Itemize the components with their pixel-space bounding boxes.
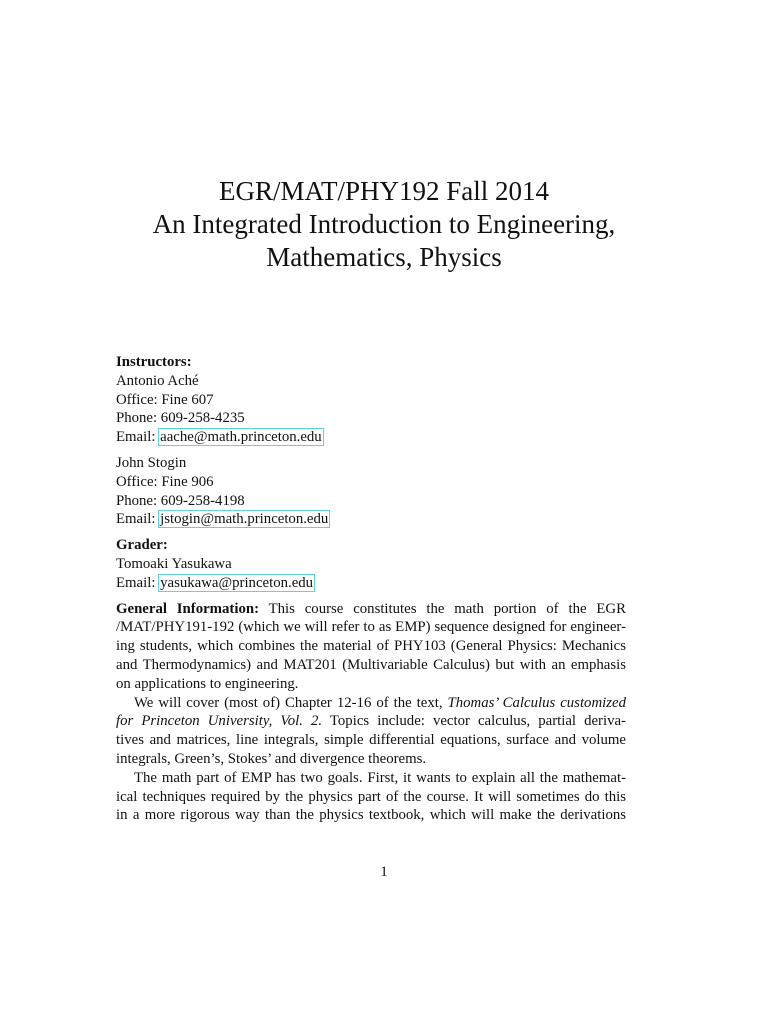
paragraph-line: in a more rigorous way than the physics textbook, which will make the derivations xyxy=(116,807,626,824)
document-title xyxy=(0,175,768,274)
instructor-office: Office: Fine 607 xyxy=(116,391,214,408)
grader-block xyxy=(116,536,626,592)
paragraph-line: integrals, Green’s, Stokes’ and divergence theorems. xyxy=(116,750,427,767)
instructor-office: Office: Fine 906 xyxy=(116,473,214,490)
paragraph-line: /MAT/PHY191-192 (which we will refer to as EMP) sequence designed for engineer- xyxy=(116,619,626,636)
email-link[interactable]: jstogin@math.princeton.edu xyxy=(160,511,329,528)
paragraph-line: tives and matrices, line integrals, simple differential equations, surface and volume xyxy=(116,732,626,749)
email-label: Email: xyxy=(116,511,160,528)
paragraph-line: We will cover (most of) Chapter 12-16 of the text, Thomas’ Calculus customized xyxy=(134,694,626,711)
grader-name: Tomoaki Yasukawa xyxy=(116,555,232,572)
instructor-email-row xyxy=(116,510,626,529)
instructors-heading: Instructors: xyxy=(116,354,192,370)
email-label: Email: xyxy=(116,429,160,446)
paragraph-line: and Thermodynamics) and MAT201 (Multivariable Calculus) but with an emphasis xyxy=(116,656,626,673)
instructor-phone: Phone: 609-258-4235 xyxy=(116,410,245,427)
email-link[interactable]: aache@math.princeton.edu xyxy=(160,429,322,446)
general-info-heading: General Information: xyxy=(116,600,259,617)
general-information-section xyxy=(116,600,626,826)
paragraph-line: General Information: This course constitutes the math portion of the EGR xyxy=(116,600,626,617)
instructor-name: John Stogin xyxy=(116,454,187,471)
grader-heading: Grader: xyxy=(116,537,168,554)
document-body xyxy=(116,353,626,825)
instructor-block xyxy=(116,454,626,529)
title-line-3: Mathematics, Physics xyxy=(266,242,502,272)
paragraph-line: for Princeton University, Vol. 2. Topics include: vector calculus, partial deriva- xyxy=(116,713,626,730)
instructor-block xyxy=(116,372,626,447)
page-number: 1 xyxy=(380,864,388,880)
email-link[interactable]: yasukawa@princeton.edu xyxy=(160,574,314,591)
title-line-2: An Integrated Introduction to Engineering, xyxy=(152,209,616,239)
paragraph-line: ical techniques required by the physics part of the course. It will sometimes do this xyxy=(116,788,626,805)
email-label: Email: xyxy=(116,574,160,591)
title-line-course: EGR/MAT/PHY192 Fall 2014 xyxy=(218,176,550,206)
grader-email-row xyxy=(116,574,626,593)
instructor-name: Antonio Aché xyxy=(116,372,199,389)
textbook-title: for Princeton University, Vol. 2. xyxy=(116,713,323,730)
instructor-email-row xyxy=(116,428,626,447)
paragraph-line: on applications to engineering. xyxy=(116,675,299,692)
textbook-title: Thomas’ Calculus customized xyxy=(447,694,626,711)
paragraph-line: The math part of EMP has two goals. First, it wants to explain all the mathemat- xyxy=(134,769,626,786)
paragraph-line: ing students, which combines the material of PHY103 (General Physics: Mechanics xyxy=(116,638,626,655)
instructor-phone: Phone: 609-258-4198 xyxy=(116,492,245,509)
